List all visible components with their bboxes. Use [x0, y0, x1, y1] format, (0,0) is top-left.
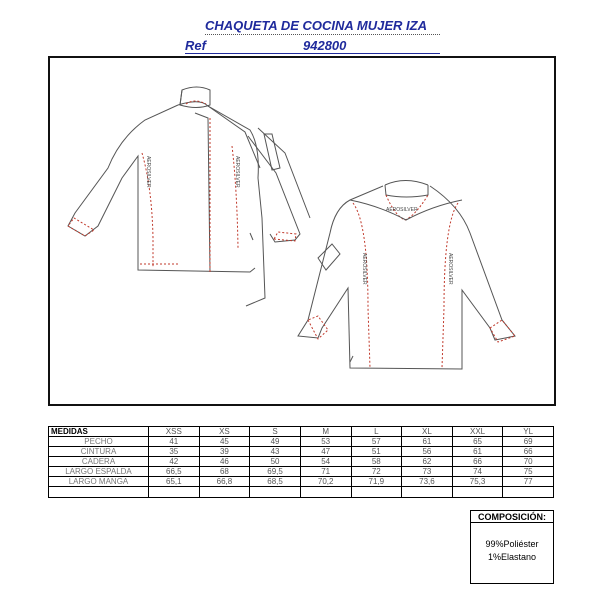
back-panel-text-right: AEROSILVER	[447, 253, 453, 285]
ref-value: 942800	[303, 38, 347, 53]
row-label: LARGO MANGA	[49, 477, 149, 487]
table-cell: 66,5	[149, 467, 200, 477]
table-cell: 68	[199, 467, 250, 477]
table-cell: 69	[503, 437, 554, 447]
size-header-cell: XXL	[452, 427, 503, 437]
size-header-cell: S	[250, 427, 301, 437]
table-cell	[300, 487, 351, 498]
size-header-cell: M	[300, 427, 351, 437]
garment-drawing-frame	[48, 56, 556, 406]
measurements-table-wrap	[48, 426, 554, 498]
table-cell: 46	[199, 457, 250, 467]
front-sleeve-text-left: AEROSILVER	[145, 156, 151, 188]
table-cell: 35	[149, 447, 200, 457]
table-cell: 73,6	[402, 477, 453, 487]
table-cell: 69,5	[250, 467, 301, 477]
front-sleeve-text-right: AEROSILVER	[234, 156, 240, 188]
table-cell: 71,9	[351, 477, 402, 487]
table-cell: 57	[351, 437, 402, 447]
composition-line-1: 99%Poliéster	[485, 539, 539, 549]
row-label: CADERA	[49, 457, 149, 467]
table-cell: 66,8	[199, 477, 250, 487]
table-cell: 56	[402, 447, 453, 457]
table-cell	[199, 487, 250, 498]
row-label: CINTURA	[49, 447, 149, 457]
ref-row	[185, 38, 440, 54]
table-cell: 47	[300, 447, 351, 457]
table-cell: 66	[503, 447, 554, 457]
table-cell: 41	[149, 437, 200, 447]
table-blank-row	[49, 487, 554, 498]
table-cell: 61	[402, 437, 453, 447]
table-cell: 70,2	[300, 477, 351, 487]
table-cell	[49, 487, 149, 498]
composition-title: COMPOSICIÓN:	[470, 510, 554, 523]
table-cell: 43	[250, 447, 301, 457]
size-header-cell: L	[351, 427, 402, 437]
table-cell: 61	[452, 447, 503, 457]
size-header-cell: XSS	[149, 427, 200, 437]
front-jacket-drawing	[68, 87, 310, 306]
table-cell	[452, 487, 503, 498]
table-row	[49, 457, 554, 467]
size-header-cell: YL	[503, 427, 554, 437]
table-cell: 75	[503, 467, 554, 477]
table-cell: 53	[300, 437, 351, 447]
table-cell: 62	[402, 457, 453, 467]
table-cell: 73	[402, 467, 453, 477]
size-header-cell: XS	[199, 427, 250, 437]
table-cell: 39	[199, 447, 250, 457]
table-cell	[402, 487, 453, 498]
table-cell: 70	[503, 457, 554, 467]
row-label: PECHO	[49, 437, 149, 447]
measurements-header-label: MEDIDAS	[49, 427, 149, 437]
table-cell: 77	[503, 477, 554, 487]
table-cell: 45	[199, 437, 250, 447]
table-header-row	[49, 427, 554, 437]
table-row	[49, 477, 554, 487]
table-cell	[250, 487, 301, 498]
table-cell	[503, 487, 554, 498]
table-cell: 68,5	[250, 477, 301, 487]
table-cell: 49	[250, 437, 301, 447]
table-cell: 50	[250, 457, 301, 467]
table-cell: 66	[452, 457, 503, 467]
table-cell: 54	[300, 457, 351, 467]
table-cell: 75,3	[452, 477, 503, 487]
table-cell: 74	[452, 467, 503, 477]
document-title: CHAQUETA DE COCINA MUJER IZA	[205, 18, 440, 35]
back-panel-text-left: AEROSILVER	[361, 253, 367, 285]
composition-line-2: 1%Elastano	[487, 552, 537, 562]
composition-box	[470, 522, 554, 584]
table-cell	[149, 487, 200, 498]
table-cell: 58	[351, 457, 402, 467]
size-header-cell: XL	[402, 427, 453, 437]
measurements-table	[48, 426, 554, 498]
table-cell	[351, 487, 402, 498]
table-cell: 65,1	[149, 477, 200, 487]
table-cell: 72	[351, 467, 402, 477]
table-cell: 51	[351, 447, 402, 457]
table-cell: 71	[300, 467, 351, 477]
table-row	[49, 437, 554, 447]
table-row	[49, 467, 554, 477]
table-cell: 65	[452, 437, 503, 447]
garment-drawing	[50, 58, 554, 404]
back-yoke-text: AEROSILVER	[386, 207, 418, 213]
table-row	[49, 447, 554, 457]
row-label: LARGO ESPALDA	[49, 467, 149, 477]
ref-label: Ref	[185, 38, 206, 53]
table-cell: 42	[149, 457, 200, 467]
